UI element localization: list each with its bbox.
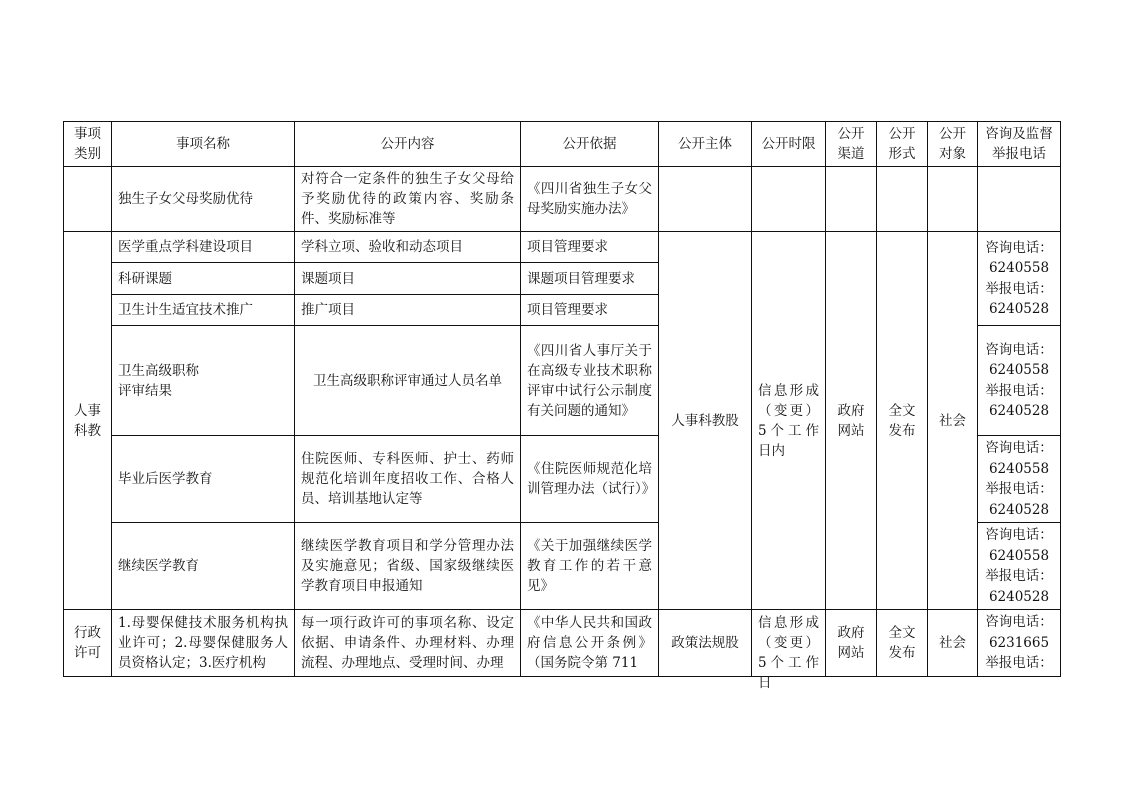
cell-time-limit: 信息形成（变更）5个工作日内: [752, 232, 826, 610]
cell-basis: 《住院医师规范化培训管理办法（试行）》: [521, 436, 659, 523]
cell-empty: [826, 167, 877, 232]
cell-category-empty: [64, 167, 112, 232]
table-row: [64, 232, 1061, 263]
cell-empty: [877, 167, 928, 232]
consult-number: 6240558: [988, 362, 1050, 378]
cell-content: 课题项目: [295, 263, 521, 295]
cell-basis: 《四川省人事厅关于在高级专业技术职称评审中试行公示制度有关问题的通知》: [521, 326, 659, 436]
cell-time-limit: [752, 610, 826, 691]
cell-name: 医学重点学科建设项目: [112, 232, 295, 263]
cell-empty: [928, 167, 978, 232]
cell-content: 对符合一定条件的独生子女父母给予奖励优待的政策内容、奖励条件、奖励标准等: [295, 167, 521, 232]
cell-basis: 项目管理要求: [521, 232, 659, 263]
header-audience: 公开 对象: [928, 122, 978, 167]
cell-basis-text: 《中华人民共和国政府信息公开条例》（国务院令第 711: [527, 614, 652, 671]
cell-content: 卫生高级职称评审通过人员名单: [295, 326, 521, 436]
cell-tel: [978, 232, 1061, 326]
report-number: 6240528: [988, 588, 1050, 605]
cell-audience: 社会: [928, 610, 978, 677]
header-time-limit: 公开时限: [752, 122, 826, 167]
report-number: 6240528: [988, 403, 1050, 419]
cell-channel: 政府 网站: [826, 232, 877, 610]
cell-empty: [752, 167, 826, 232]
consult-number: 6240558: [988, 260, 1050, 276]
cell-tel: [978, 326, 1061, 436]
consult-label: 咨询电话：: [985, 527, 1053, 543]
cell-name: [112, 610, 295, 677]
consult-label: 咨询电话：: [985, 239, 1053, 256]
cell-empty: [659, 167, 752, 232]
report-number: 6240528: [988, 501, 1050, 518]
report-label: 举报电话：: [985, 382, 1053, 399]
header-subject: 公开主体: [659, 122, 752, 167]
report-number: 6240528: [988, 301, 1050, 317]
header-category: 事项 类别: [64, 122, 112, 167]
table-row: [64, 610, 1061, 677]
cell-content-text: 每一项行政许可的事项名称、设定依据、申请条件、办理材料、办理流程、办理地点、受理时间、办理: [301, 614, 514, 671]
cell-subject: 人事科教股: [659, 232, 752, 610]
cell-tel: [978, 610, 1061, 677]
cell-subject: 政策法规股: [659, 610, 752, 677]
header-channel: 公开 渠道: [826, 122, 877, 167]
header-name: 事项名称: [112, 122, 295, 167]
cell-name-text: 1.母婴保健技术服务机构执业许可；2.母婴保健服务人员资格认定；3.医疗机构: [118, 614, 288, 671]
cell-content: 继续医学教育项目和学分管理办法及实施意见；省级、国家级继续医学教育项目申报通知: [295, 523, 521, 610]
cell-content: 学科立项、验收和动态项目: [295, 232, 521, 263]
report-label: 举报电话：: [985, 481, 1053, 497]
cell-basis: 课题项目管理要求: [521, 263, 659, 295]
header-basis: 公开依据: [521, 122, 659, 167]
cell-content: 住院医师、专科医师、护士、药师规范化培训年度招收工作、合格人员、培训基地认定等: [295, 436, 521, 523]
header-form: 公开 形式: [877, 122, 928, 167]
header-row: [64, 122, 1061, 167]
cell-basis: [521, 610, 659, 677]
report-label: 举报电话：: [985, 280, 1053, 297]
cell-category: 人事 科教: [64, 232, 112, 610]
cell-name: 科研课题: [112, 263, 295, 295]
cell-content: [295, 610, 521, 677]
consult-label: 咨询电话：: [985, 341, 1053, 358]
cell-basis: 项目管理要求: [521, 295, 659, 326]
disclosure-table: [63, 121, 1061, 691]
cell-name: 继续医学教育: [112, 523, 295, 610]
consult-number: 6240558: [988, 460, 1050, 477]
cell-name: 卫生高级职称 评审结果: [112, 326, 295, 436]
consult-number: 6240558: [988, 547, 1050, 564]
cell-time-limit-text: 信息形成（变更）5个工作日: [758, 614, 819, 691]
cell-tel: [978, 523, 1061, 610]
cell-audience: 社会: [928, 232, 978, 610]
cell-basis: 《四川省独生子女父母奖励实施办法》: [521, 167, 659, 232]
consult-number: 6231665: [988, 634, 1050, 651]
header-tel: 咨询及监督 举报电话: [978, 122, 1061, 167]
cell-tel: [978, 436, 1061, 523]
report-label: 举报电话：: [985, 655, 1053, 671]
cell-name: 独生子女父母奖励优待: [112, 167, 295, 232]
cell-channel: 政府 网站: [826, 610, 877, 677]
consult-label: 咨询电话：: [985, 440, 1053, 456]
cell-form: 全文 发布: [877, 232, 928, 610]
report-label: 举报电话：: [985, 568, 1053, 584]
header-content: 公开内容: [295, 122, 521, 167]
cell-name: 卫生计生适宜技术推广: [112, 295, 295, 326]
cell-name: 毕业后医学教育: [112, 436, 295, 523]
consult-label: 咨询电话：: [985, 614, 1053, 630]
table-row: [64, 167, 1061, 232]
cell-basis: 《关于加强继续医学教育工作的若干意见》: [521, 523, 659, 610]
cell-content: 推广项目: [295, 295, 521, 326]
cell-form: 全文 发布: [877, 610, 928, 677]
cell-category: 行政 许可: [64, 610, 112, 677]
cell-empty: [978, 167, 1061, 232]
